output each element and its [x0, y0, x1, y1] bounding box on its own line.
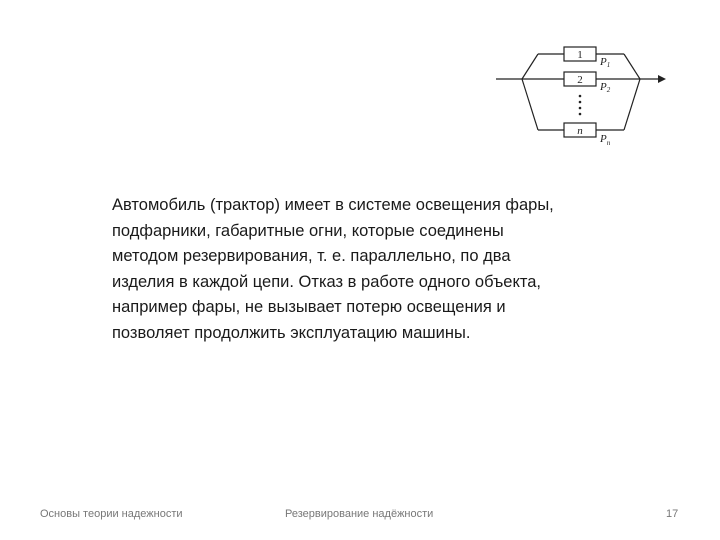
split-top-left — [522, 54, 538, 79]
ellipsis-dot — [579, 95, 582, 98]
page-number: 17 — [666, 508, 679, 520]
prob-label-1: P1 — [600, 56, 611, 69]
merge-top-right — [624, 54, 640, 79]
split-bottom-left — [522, 79, 538, 130]
merge-bottom-right — [624, 79, 640, 130]
ellipsis-dot — [579, 101, 582, 104]
parallel-redundancy-diagram — [490, 36, 680, 156]
body-paragraph: Автомобиль (трактор) имеет в системе освещения фары, подфарники, габаритные огни, которые соединены методом резервирования, т. е. параллельно, по два изделия в каждой цепи. Отказ в работе одного объекта, например фары, не вызывает потерю освещения и позволяет продолжить эксплуатацию машины. — [112, 196, 554, 342]
footer-section-title: Резервирование надёжности — [285, 508, 434, 520]
ellipsis-dot — [579, 113, 582, 116]
prob-label-2: P2 — [600, 81, 611, 94]
block-1-label: 1 — [577, 49, 583, 61]
prob-label-n: $P_n$ — [600, 133, 611, 147]
block-n-label: n — [577, 125, 583, 137]
footer-course-title: Основы теории надежности — [40, 508, 183, 520]
output-arrow — [658, 75, 666, 83]
ellipsis-dot — [579, 107, 582, 110]
block-2-label: 2 — [577, 74, 583, 86]
diagram-svg — [490, 36, 680, 156]
